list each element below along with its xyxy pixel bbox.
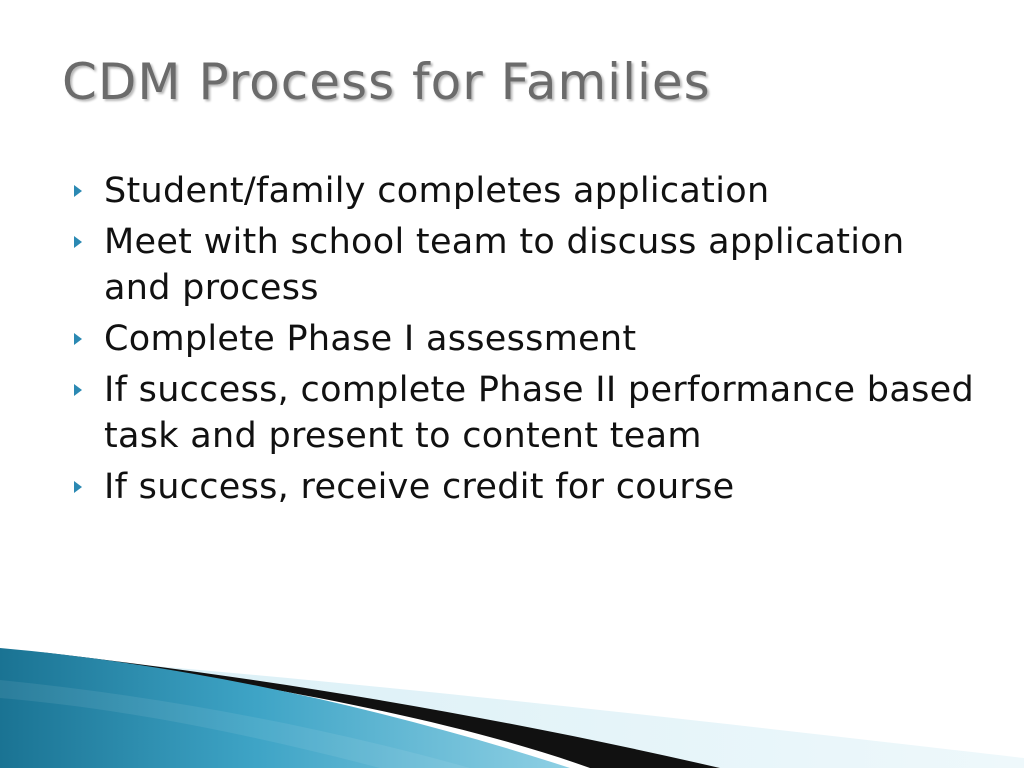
triangle-right-icon: [74, 236, 82, 248]
bullet-text: Student/family completes application: [104, 171, 770, 211]
triangle-right-icon: [74, 384, 82, 396]
bullet-item: [74, 168, 974, 214]
bullet-item: [74, 219, 974, 311]
triangle-right-icon: [74, 481, 82, 493]
bullet-text: Meet with school team to discuss application and process: [104, 222, 905, 308]
decorative-swoosh: [0, 600, 1024, 768]
triangle-right-icon: [74, 185, 82, 197]
bullet-item: [74, 316, 974, 362]
slide-title: CDM Process for Families: [62, 53, 711, 111]
bullet-item: [74, 367, 974, 459]
triangle-right-icon: [74, 333, 82, 345]
bullet-item: [74, 464, 974, 510]
bullet-text: If success, receive credit for course: [104, 467, 735, 507]
bullet-text: Complete Phase I assessment: [104, 319, 637, 359]
bullet-text: If success, complete Phase II performance based task and present to content team: [104, 370, 974, 456]
bullet-list: [74, 168, 974, 515]
